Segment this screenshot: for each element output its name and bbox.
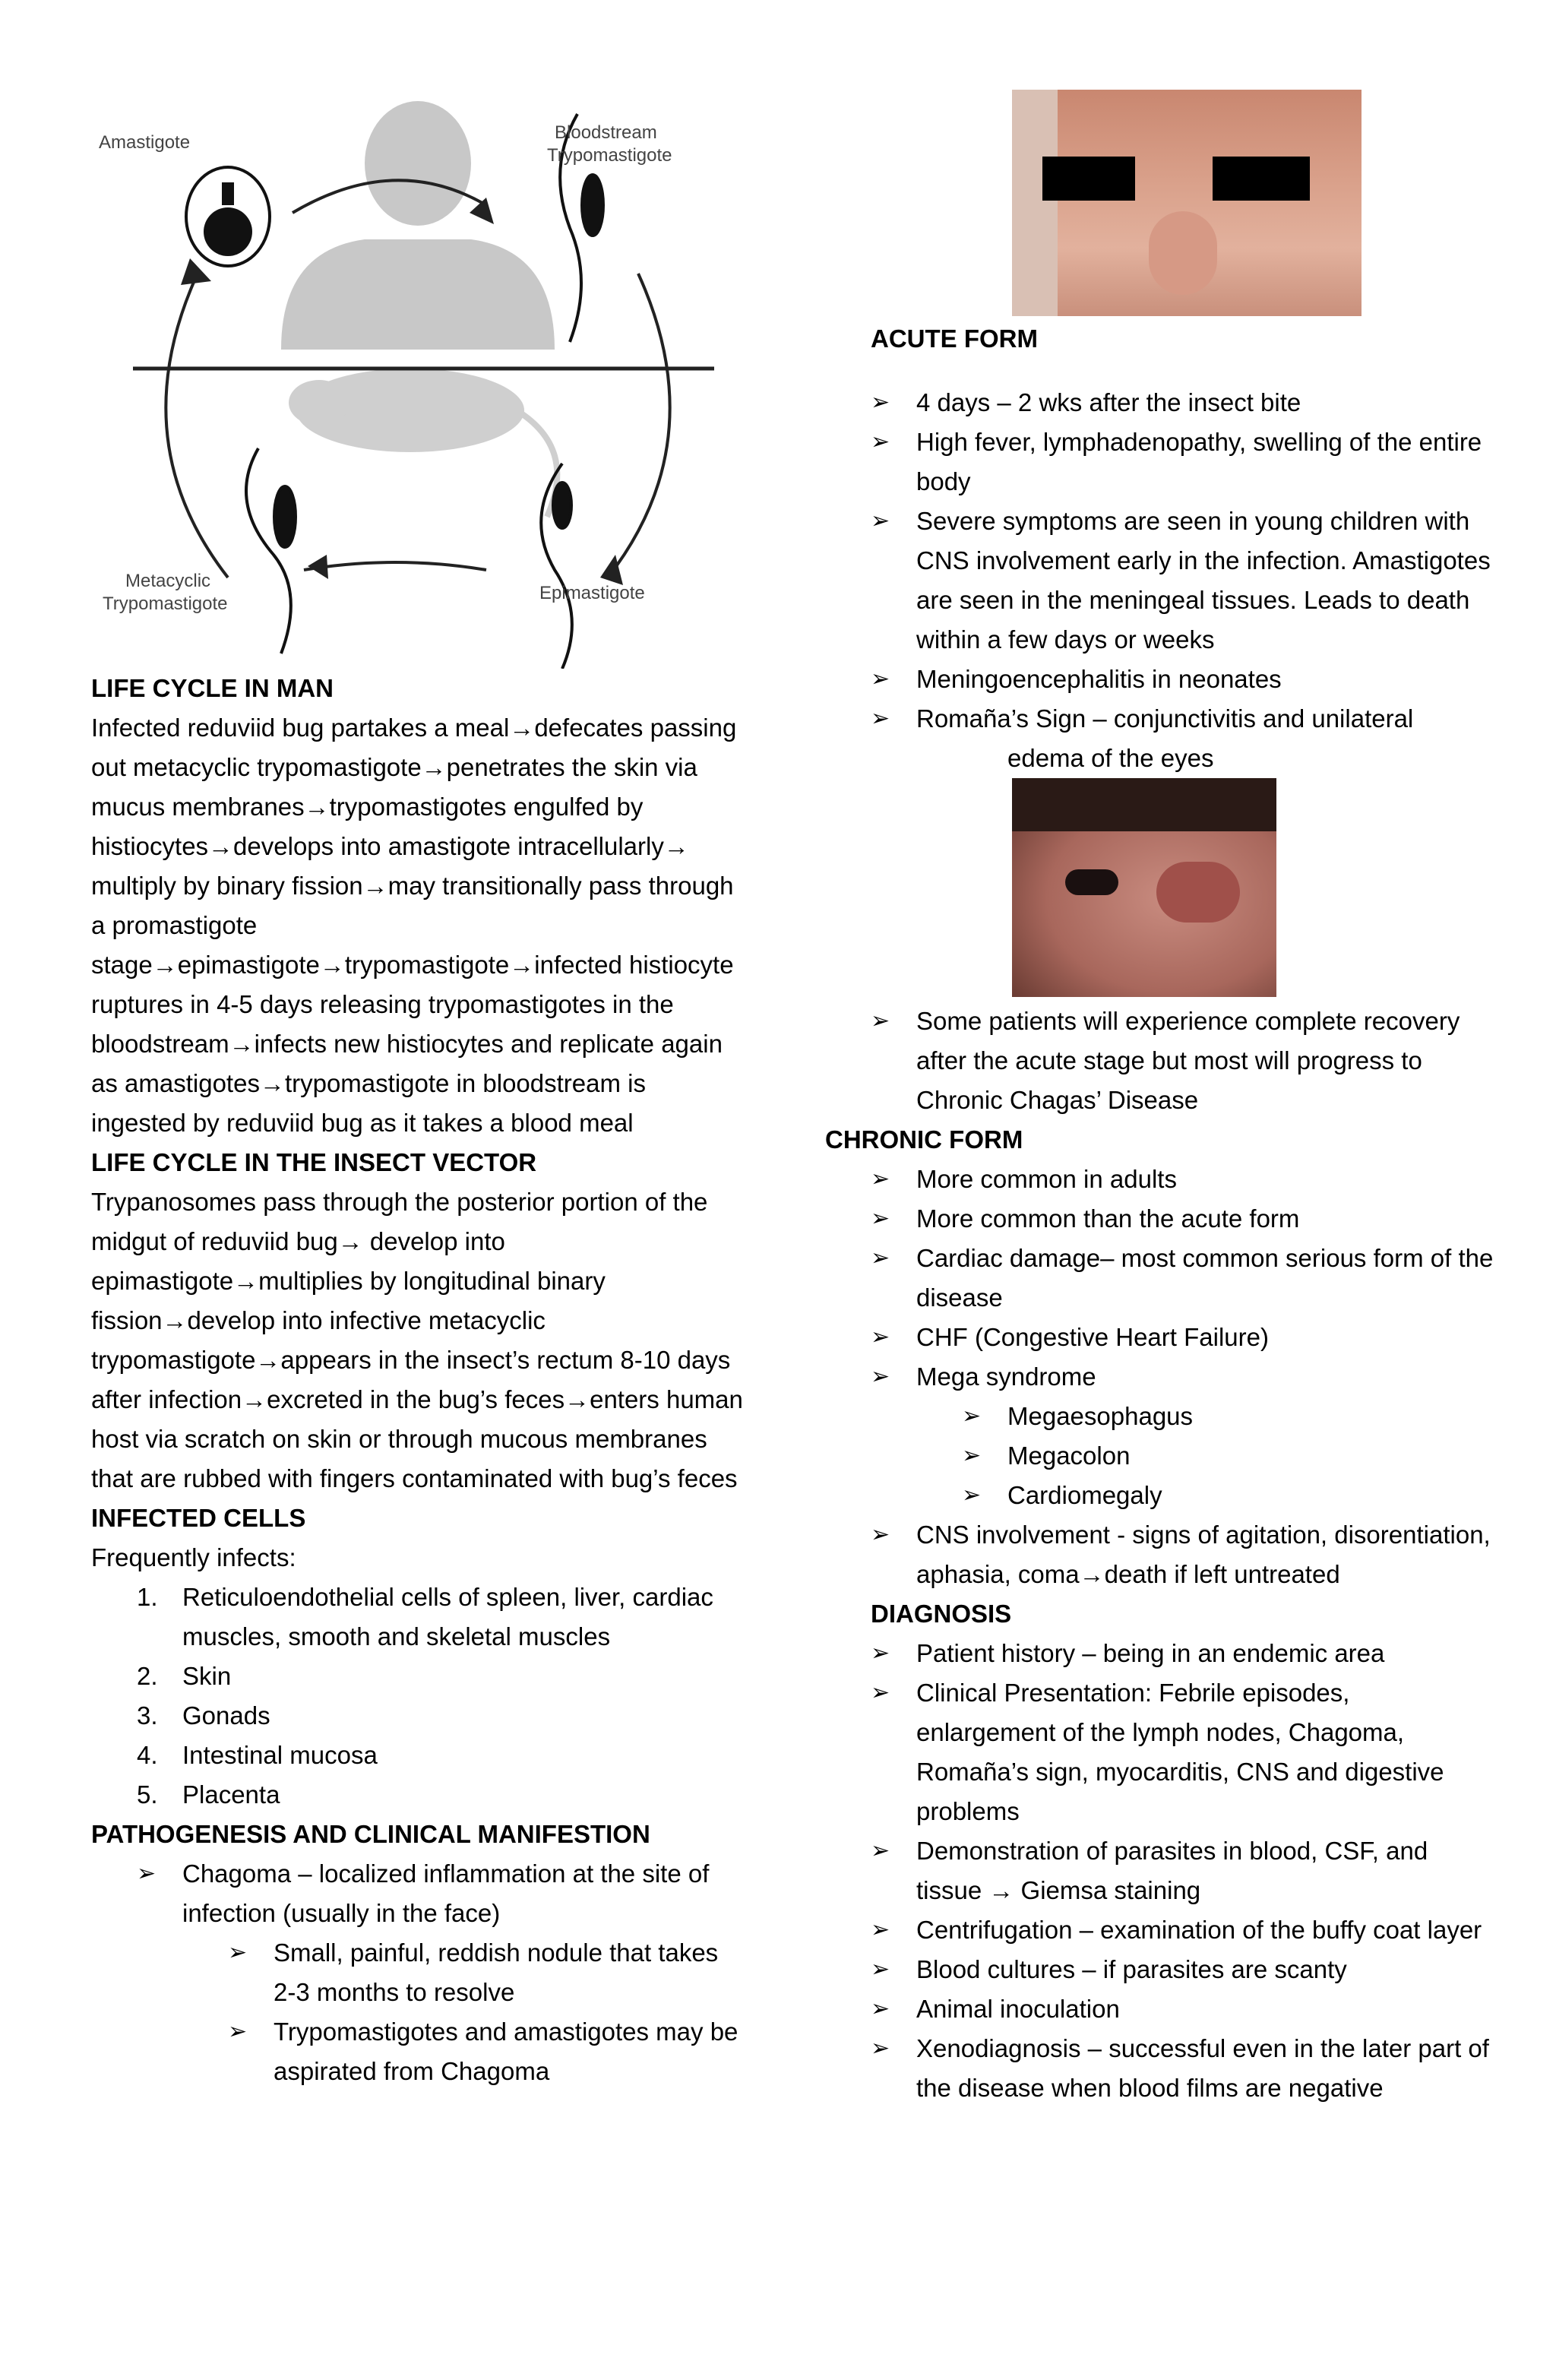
list-item: 4. Intestinal mucosa xyxy=(137,1741,378,1769)
chronic-form-list xyxy=(825,1160,1494,1594)
label-bloodstream: Bloodstream xyxy=(555,122,657,143)
list-item: ➢ Megaesophagus xyxy=(962,1397,1494,1436)
list-item: 5. Placenta xyxy=(137,1780,280,1809)
label-epimastigote: Epimastigote xyxy=(539,583,645,603)
list-item: ➢ More common in adults xyxy=(871,1160,1494,1199)
chronic-form-heading: CHRONIC FORM xyxy=(825,1125,1023,1154)
infected-cells-heading: INFECTED CELLS xyxy=(91,1504,306,1532)
list-item: ➢ Patient history – being in an endemic area xyxy=(871,1634,1494,1673)
hair-shape xyxy=(1012,778,1276,831)
life-cycle-diagram xyxy=(91,91,745,669)
label-metacyclic-trypomastigote: Trypomastigote xyxy=(103,593,228,614)
list-item: ➢ Centrifugation – examination of the buffy coat layer xyxy=(871,1910,1494,1950)
list-item: ➢ 4 days – 2 wks after the insect bite xyxy=(871,383,1494,423)
epimastigote-shape xyxy=(541,464,572,669)
nose-shape xyxy=(1149,211,1217,295)
label-bloodstream-trypomastigote: Trypomastigote xyxy=(547,145,672,166)
face-photo-chagoma xyxy=(1012,90,1362,316)
arrowhead-icon xyxy=(308,555,328,579)
human-silhouette xyxy=(281,101,555,350)
left-column xyxy=(91,91,745,2091)
metacyclic-trypomastigote-shape xyxy=(246,448,296,654)
photo-edge xyxy=(1012,90,1058,316)
life-cycle-insect-heading: LIFE CYCLE IN THE INSECT VECTOR xyxy=(91,1148,537,1176)
romana-sign-continuation: edema of the eyes xyxy=(1007,744,1214,772)
list-item: ➢ Cardiomegaly xyxy=(962,1476,1494,1515)
list-item: ➢ Demonstration of parasites in blood, CSF, and tissue → Giemsa staining xyxy=(871,1831,1494,1910)
list-item: ➢ Animal inoculation xyxy=(871,1989,1494,2029)
list-item: ➢ Mega syndrome xyxy=(871,1357,1494,1397)
list-item: ➢ CHF (Congestive Heart Failure) xyxy=(871,1318,1494,1357)
swollen-eye-shape xyxy=(1156,862,1240,923)
list-item: ➢ Cardiac damage– most common serious form of the disease xyxy=(871,1239,1494,1318)
list-item: ➢ Meningoencephalitis in neonates xyxy=(871,660,1494,699)
list-item: ➢ CNS involvement - signs of agitation, disorentiation, aphasia, coma→death if left untreated xyxy=(871,1515,1494,1594)
pathogenesis-list xyxy=(91,1854,745,2091)
life-cycle-man-text: Infected reduviid bug partakes a meal→defecates passing out metacyclic trypomastigote→penetrates the skin via mucus membranes→trypomastigotes engulfed by histiocytes→develops into amastigote intracellularly→ multiply by binary fission→may transitionally pass through a promastigote stage→epimastigote→trypomastigote→infected histiocyte ruptures in 4-5 days releasing trypomastigotes in the bloodstream→infects new histiocytes and replicate again as amastigotes→trypomastigote in bloodstream is ingested by reduviid bug as it takes a blood meal xyxy=(91,714,737,1137)
list-item: 3. Gonads xyxy=(137,1701,270,1730)
amastigote-cell xyxy=(186,167,270,266)
acute-form-heading: ACUTE FORM xyxy=(871,324,1038,353)
list-item: ➢ High fever, lymphadenopathy, swelling of the entire body xyxy=(871,423,1494,502)
infected-cells-list xyxy=(91,1578,745,1815)
acute-form-after-list xyxy=(825,1002,1494,1120)
list-item: ➢ Trypomastigotes and amastigotes may be aspirated from Chagoma xyxy=(228,2012,745,2091)
life-cycle-man-heading: LIFE CYCLE IN MAN xyxy=(91,674,334,702)
list-item: ➢ More common than the acute form xyxy=(871,1199,1494,1239)
eye-left-shape xyxy=(1065,869,1118,895)
diagnosis-list xyxy=(825,1634,1494,2108)
life-cycle-insect-text: Trypanosomes pass through the posterior portion of the midgut of reduviid bug→ develop into epimastigote→multiplies by longitudinal binary fission→develop into infective metacyclic trypomastigote→appears in the insect’s rectum 8-10 days after infection→excreted in the bug’s feces→enters human host via scratch on skin or through mucous membranes that are rubbed with fingers contaminated with bug’s feces xyxy=(91,1188,743,1492)
eye-censor-bar-left xyxy=(1042,157,1135,201)
list-item: ➢ Severe symptoms are seen in young children with CNS involvement early in the infection. Amastigotes are seen in the meningeal tissues. Leads to death within a few days or weeks xyxy=(871,502,1494,660)
list-item: ➢ Romaña’s Sign – conjunctivitis and unilateral xyxy=(871,699,1494,739)
cycle-arc-right xyxy=(608,274,670,578)
face-photo-romana-sign xyxy=(1012,778,1276,997)
pathogenesis-heading: PATHOGENESIS AND CLINICAL MANIFESTION xyxy=(91,1820,650,1848)
list-item: 2. Skin xyxy=(137,1662,232,1690)
list-item: ➢ Clinical Presentation: Febrile episodes, enlargement of the lymph nodes, Chagoma, Romaña’s sign, myocarditis, CNS and digestive problems xyxy=(871,1673,1494,1831)
list-item: ➢ Some patients will experience complete recovery after the acute stage but most will progress to Chronic Chagas’ Disease xyxy=(871,1002,1494,1120)
infected-cells-intro: Frequently infects: xyxy=(91,1543,296,1571)
list-item: 1. Reticuloendothelial cells of spleen, liver, cardiac muscles, smooth and skeletal muscles xyxy=(137,1583,713,1650)
arrowhead-icon xyxy=(181,258,211,285)
list-item: ➢ Megacolon xyxy=(962,1436,1494,1476)
list-item: ➢ Blood cultures – if parasites are scanty xyxy=(871,1950,1494,1989)
list-item: ➢ Xenodiagnosis – successful even in the later part of the disease when blood films are negative xyxy=(871,2029,1494,2108)
bug-silhouette xyxy=(289,369,557,517)
label-amastigote: Amastigote xyxy=(99,132,191,153)
eye-censor-bar-right xyxy=(1213,157,1310,201)
list-item: ➢ Chagoma – localized inflammation at the site of infection (usually in the face) xyxy=(137,1854,745,1933)
label-metacyclic: Metacyclic xyxy=(125,571,211,591)
list-item: ➢ Small, painful, reddish nodule that takes 2-3 months to resolve xyxy=(228,1933,745,2012)
diagnosis-heading: DIAGNOSIS xyxy=(871,1600,1012,1628)
acute-form-list xyxy=(825,383,1494,739)
right-column xyxy=(825,90,1494,2108)
cycle-arc-left xyxy=(166,274,228,578)
cycle-arc-bottom xyxy=(304,562,486,570)
life-cycle-diagram-svg xyxy=(91,91,745,669)
